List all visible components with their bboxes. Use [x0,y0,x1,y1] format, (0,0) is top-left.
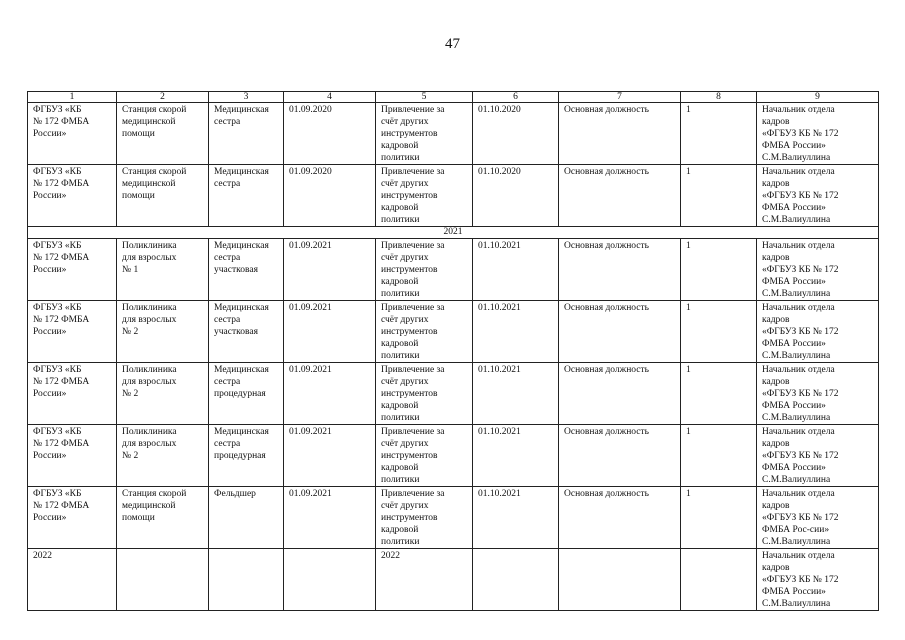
table-cell: 1 [681,363,757,425]
table-cell: ФГБУЗ «КБ № 172 ФМБА России» [28,165,117,227]
staffing-table [27,91,879,611]
table-cell: Начальник отдела кадров «ФГБУЗ КБ № 172 ФМБА России» С.М.Валиуллина [757,301,879,363]
table-cell: Медицинская сестра процедурная [209,425,284,487]
table-cell: 1 [681,239,757,301]
table-cell: Начальник отдела кадров «ФГБУЗ КБ № 172 ФМБА России» С.М.Валиуллина [757,549,879,611]
table-cell: Привлечение за счёт других инструментов кадровой политики [376,165,473,227]
table-row-2022 [28,549,879,611]
page-number: 47 [445,36,460,52]
column-header: 5 [376,92,473,103]
table-cell: 01.10.2021 [473,363,559,425]
table-cell: 01.09.2020 [284,165,376,227]
table-cell: Станция скорой медицинской помощи [117,487,209,549]
table-cell: 01.09.2020 [284,103,376,165]
table-cell: 1 [681,103,757,165]
table-cell [473,549,559,611]
column-header: 2 [117,92,209,103]
table-cell: Основная должность [559,363,681,425]
table-cell [209,549,284,611]
column-header: 6 [473,92,559,103]
table-cell: Станция скорой медицинской помощи [117,103,209,165]
table-cell: Основная должность [559,239,681,301]
table-cell: Медицинская сестра [209,103,284,165]
table-cell: ФГБУЗ «КБ № 172 ФМБА России» [28,103,117,165]
table-cell: Начальник отдела кадров «ФГБУЗ КБ № 172 ФМБА Рос-сии» С.М.Валиуллина [757,487,879,549]
table-cell [284,549,376,611]
table-cell: 01.10.2021 [473,425,559,487]
table-cell: Поликлиника для взрослых № 1 [117,239,209,301]
table-cell: Начальник отдела кадров «ФГБУЗ КБ № 172 ФМБА России» С.М.Валиуллина [757,239,879,301]
table-cell: ФГБУЗ «КБ № 172 ФМБА России» [28,239,117,301]
table-row [28,165,879,227]
column-header: 9 [757,92,879,103]
table-cell: Медицинская сестра участковая [209,301,284,363]
table-cell: 01.09.2021 [284,363,376,425]
column-header-row [28,92,879,103]
table-cell: Привлечение за счёт других инструментов кадровой политики [376,425,473,487]
table-cell: Привлечение за счёт других инструментов кадровой политики [376,301,473,363]
table-cell: Поликлиника для взрослых № 2 [117,363,209,425]
table-cell: 01.10.2021 [473,239,559,301]
table-cell: 2022 [376,549,473,611]
table-row [28,425,879,487]
table-cell: 1 [681,165,757,227]
table-cell: Медицинская сестра [209,165,284,227]
table-cell [117,549,209,611]
table-cell: 01.09.2021 [284,239,376,301]
year-separator-row [28,227,879,239]
table-cell: ФГБУЗ «КБ № 172 ФМБА России» [28,363,117,425]
table-cell: ФГБУЗ «КБ № 172 ФМБА России» [28,301,117,363]
table-cell: Привлечение за счёт других инструментов кадровой политики [376,239,473,301]
column-header: 1 [28,92,117,103]
table-cell: Привлечение за счёт других инструментов кадровой политики [376,363,473,425]
table-cell: 01.09.2021 [284,487,376,549]
table-cell: Основная должность [559,103,681,165]
table-cell: 01.10.2021 [473,301,559,363]
table-cell: ФГБУЗ «КБ № 172 ФМБА России» [28,487,117,549]
table-cell [559,549,681,611]
table-cell: Основная должность [559,165,681,227]
table-cell: 01.09.2021 [284,301,376,363]
table-cell: ФГБУЗ «КБ № 172 ФМБА России» [28,425,117,487]
table-cell: Основная должность [559,487,681,549]
column-header: 7 [559,92,681,103]
table-cell: Медицинская сестра участковая [209,239,284,301]
table-cell: 1 [681,425,757,487]
table-cell: 01.10.2021 [473,487,559,549]
table-cell: 01.10.2020 [473,103,559,165]
table-row [28,487,879,549]
column-header: 4 [284,92,376,103]
year-label: 2021 [28,227,879,239]
table-row [28,363,879,425]
table-cell: Основная должность [559,425,681,487]
table-cell: Основная должность [559,301,681,363]
table-cell: 01.10.2020 [473,165,559,227]
table-cell: Фельдшер [209,487,284,549]
table-cell: 1 [681,487,757,549]
table-cell: Станция скорой медицинской помощи [117,165,209,227]
table-cell: Начальник отдела кадров «ФГБУЗ КБ № 172 ФМБА России» С.М.Валиуллина [757,363,879,425]
table-cell: 01.09.2021 [284,425,376,487]
table-cell: Привлечение за счёт других инструментов кадровой политики [376,103,473,165]
table-cell: Поликлиника для взрослых № 2 [117,301,209,363]
table-cell: Привлечение за счёт других инструментов кадровой политики [376,487,473,549]
column-header: 8 [681,92,757,103]
table-cell: Поликлиника для взрослых № 2 [117,425,209,487]
table-cell [681,549,757,611]
table-cell: Начальник отдела кадров «ФГБУЗ КБ № 172 ФМБА России» С.М.Валиуллина [757,425,879,487]
table-cell: 1 [681,301,757,363]
table-cell: Начальник отдела кадров «ФГБУЗ КБ № 172 ФМБА России» С.М.Валиуллина [757,165,879,227]
table-row [28,239,879,301]
table-row [28,103,879,165]
table-cell: 2022 [28,549,117,611]
table-cell: Медицинская сестра процедурная [209,363,284,425]
column-header: 3 [209,92,284,103]
table-row [28,301,879,363]
table-cell: Начальник отдела кадров «ФГБУЗ КБ № 172 ФМБА России» С.М.Валиуллина [757,103,879,165]
